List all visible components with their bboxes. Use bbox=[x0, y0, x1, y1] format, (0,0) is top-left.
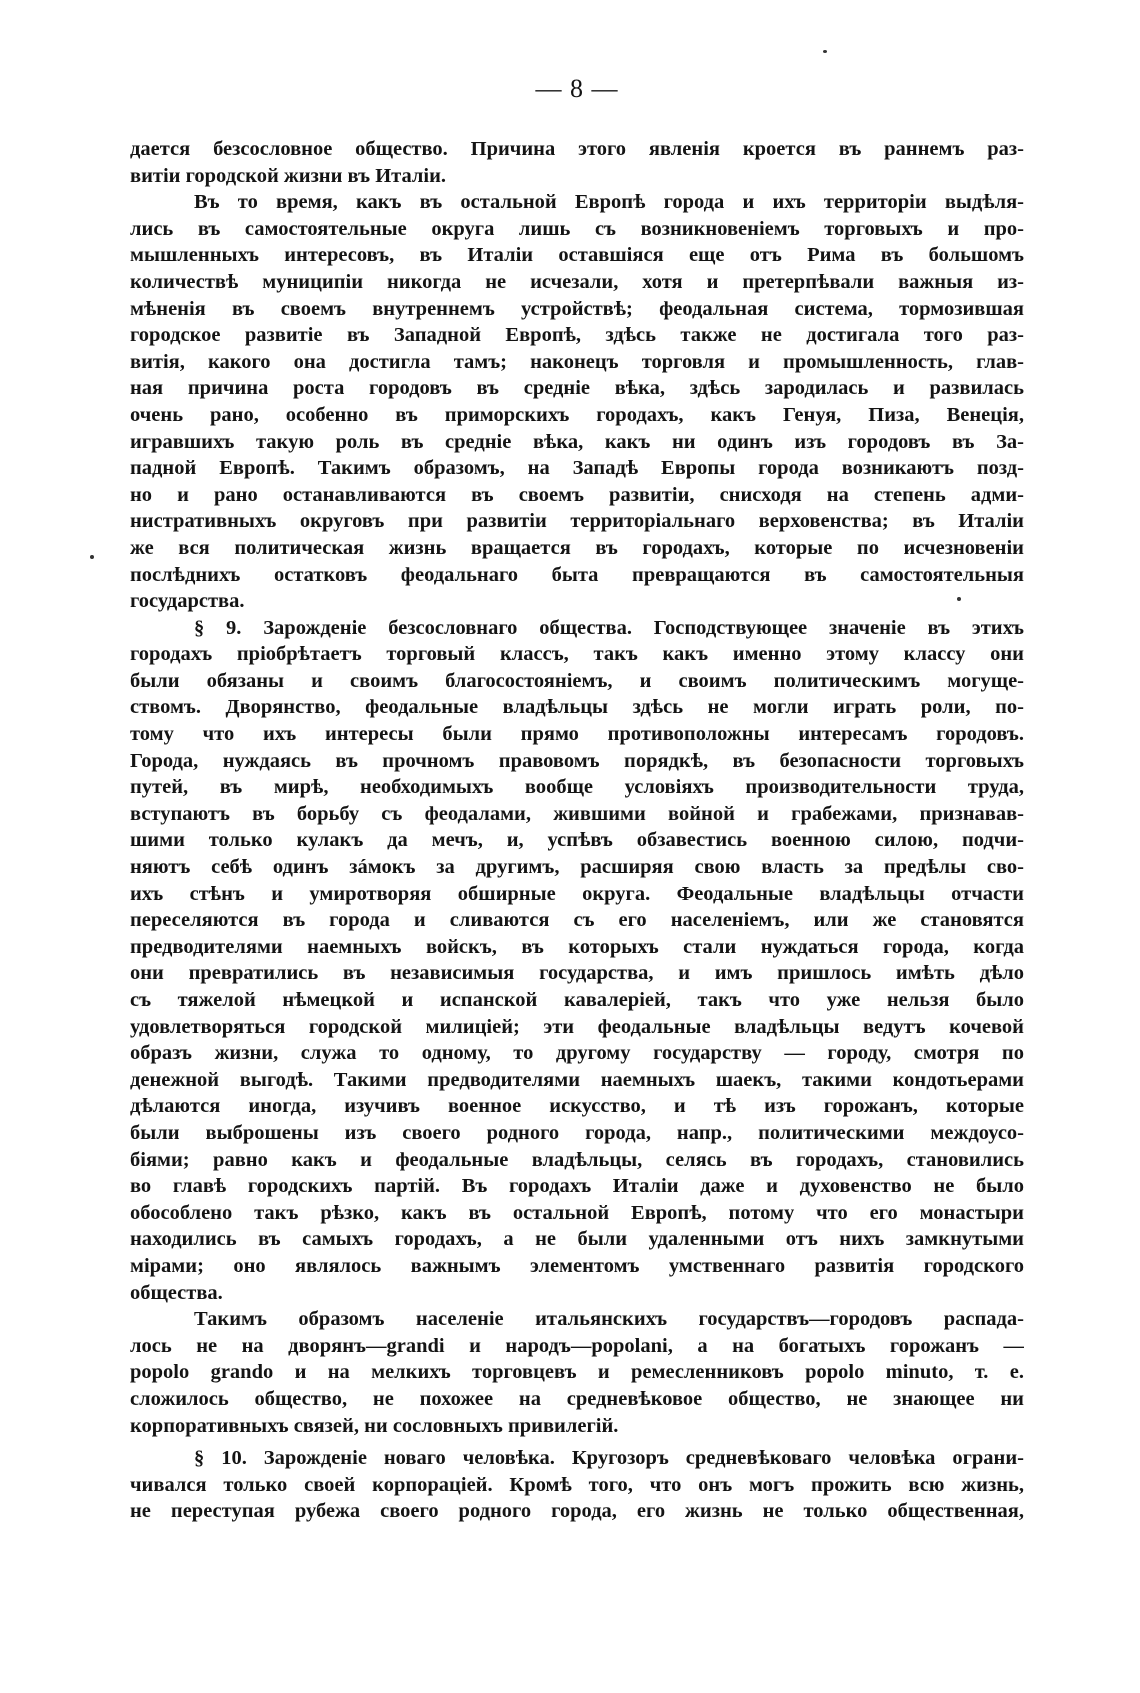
body-text bbox=[130, 136, 1024, 1525]
text-line: § 9. Зарожденіе безсословнаго общества. Господствующее значеніе въ этихъ bbox=[194, 616, 1024, 639]
text-line: путей, въ мирѣ, необходимыхъ вообще условіяхъ производительности труда, bbox=[130, 776, 1024, 799]
text-line: сложилось общество, не похожее на средневѣковое общество, не знающее ни bbox=[130, 1387, 1024, 1410]
text-line: количествѣ муниципіи никогда не исчезали, хотя и претерпѣвали важныя из- bbox=[130, 270, 1024, 293]
text-line: мірами; оно являлось важнымъ элементомъ умственнаго развитія городского bbox=[130, 1254, 1024, 1277]
text-line: во главѣ городскихъ партій. Въ городахъ Италіи даже и духовенство не было bbox=[130, 1175, 1024, 1198]
text-line: денежной выгодѣ. Такими предводителями наемныхъ шаекъ, такими кондотьерами bbox=[130, 1068, 1024, 1091]
text-line: няютъ себѣ одинъ зáмокъ за другимъ, расширяя свою власть за предѣлы сво- bbox=[130, 856, 1024, 879]
text-line: они превратились въ независимыя государства, и имъ пришлось имѣть дѣло bbox=[130, 962, 1024, 985]
print-speck bbox=[90, 555, 94, 559]
text-line: § 10. Зарожденіе новаго человѣка. Кругозоръ средневѣковаго человѣка ограни- bbox=[194, 1447, 1024, 1470]
text-line: послѣднихъ остатковъ феодальнаго быта превращаются въ самостоятельныя bbox=[130, 563, 1024, 586]
text-line: ствомъ. Дворянство, феодальные владѣльцы здѣсь не могли играть роли, по- bbox=[130, 696, 1024, 719]
text-line: удовлетворяться городской милиціей; эти феодальные владѣльцы ведутъ кочевой bbox=[130, 1015, 1024, 1038]
text-line: переселяются въ города и сливаются съ его населеніемъ, или же становятся bbox=[130, 909, 1024, 932]
text-line: образъ жизни, служа то одному, то другому государству — городу, смотря по bbox=[130, 1042, 1024, 1065]
text-line: не переступая рубежа своего родного города, его жизнь не только общественная, bbox=[130, 1500, 1024, 1523]
page-number: — 8 — bbox=[535, 74, 619, 103]
text-line: но и рано останавливаются въ своемъ развитіи, снисходя на степень адми- bbox=[130, 483, 1024, 506]
text-line: Города, нуждаясь въ прочномъ правовомъ порядкѣ, въ безопасности торговыхъ bbox=[130, 749, 1024, 772]
text-line: вступаютъ въ борьбу съ феодалами, жившими войной и грабежами, признавав- bbox=[130, 802, 1024, 825]
text-line: тому что ихъ интересы были прямо противоположны интересамъ городовъ. bbox=[130, 723, 1024, 746]
text-line: Въ то время, какъ въ остальной Европѣ города и ихъ территоріи выдѣля- bbox=[194, 191, 1024, 214]
text-line: дается безсословное общество. Причина этого явленія кроется въ раннемъ раз- bbox=[130, 138, 1024, 160]
text-line: падной Европѣ. Такимъ образомъ, на Западѣ Европы города возникаютъ позд- bbox=[130, 457, 1024, 480]
text-line: шими только кулакъ да мечъ, и, успѣвъ обзавестись военною силою, подчи- bbox=[130, 829, 1024, 852]
text-line: съ тяжелой нѣмецкой и испанской кавалеріей, такъ что уже нельзя было bbox=[130, 989, 1024, 1011]
text-line: были выброшены изъ своего родного города, напр., политическими междоусо- bbox=[130, 1121, 1024, 1144]
text-line: были обязаны и своимъ благосостояніемъ, и своимъ политическимъ могуще- bbox=[130, 669, 1024, 692]
text-line: нистративныхъ округовъ при развитіи территоріальнаго верховенства; въ Италіи bbox=[130, 510, 1024, 533]
text-line: мѣненія въ своемъ внутреннемъ устройствѣ; феодальная система, тормозившая bbox=[130, 297, 1024, 320]
print-speck bbox=[957, 597, 961, 601]
text-line: ихъ стѣнъ и умиротворяя обширные округа. Феодальные владѣльцы отчасти bbox=[130, 882, 1024, 905]
text-line: корпоративныхъ связей, ни сословныхъ привилегій. bbox=[130, 1414, 619, 1437]
text-line: обособлено такъ рѣзко, какъ въ остальной Европѣ, потому что его монастыри bbox=[130, 1201, 1024, 1224]
text-line: лись въ самостоятельные округа лишь съ возникновеніемъ торговыхъ и про- bbox=[130, 217, 1024, 240]
text-line: очень рано, особенно въ приморскихъ городахъ, какъ Генуя, Пиза, Венеція, bbox=[130, 403, 1024, 426]
print-speck bbox=[823, 50, 827, 53]
text-line: popolo grando и на мелкихъ торговцевъ и ремесленниковъ popolo minuto, т. е. bbox=[130, 1361, 1024, 1384]
document-page bbox=[130, 0, 1024, 1693]
text-line: общества. bbox=[130, 1281, 223, 1304]
text-line: городахъ пріобрѣтаетъ торговый классъ, такъ какъ именно этому классу они bbox=[130, 643, 1024, 666]
text-line: же вся политическая жизнь вращается въ городахъ, которые по исчезновеніи bbox=[130, 536, 1024, 559]
text-line: лось не на дворянъ—grandi и народъ—popolani, а на богатыхъ горожанъ — bbox=[130, 1334, 1024, 1357]
text-line: игравшихъ такую роль въ средніе вѣка, какъ ни одинъ изъ городовъ въ За- bbox=[130, 430, 1024, 453]
text-line: витія, какого она достигла тамъ; наконецъ торговля и промышленность, глав- bbox=[130, 350, 1024, 373]
text-line: находились въ самыхъ городахъ, а не были удаленными отъ нихъ замкнутыми bbox=[130, 1228, 1024, 1251]
text-line: дѣлаются иногда, изучивъ военное искусство, и тѣ изъ горожанъ, которые bbox=[130, 1095, 1024, 1118]
text-line: Такимъ образомъ населеніе итальянскихъ государствъ—городовъ распада- bbox=[194, 1308, 1024, 1331]
text-line: біями; равно какъ и феодальные владѣльцы, селясь въ городахъ, становились bbox=[130, 1148, 1024, 1171]
text-line: городское развитіе въ Западной Европѣ, здѣсь также не достигала того раз- bbox=[130, 324, 1024, 347]
text-line: мышленныхъ интересовъ, въ Италіи оставшіяся еще отъ Рима въ большомъ bbox=[130, 244, 1024, 267]
text-line: предводителями наемныхъ войскъ, въ которыхъ стали нуждаться города, когда bbox=[130, 935, 1024, 958]
text-line: чивался только своей корпораціей. Кромѣ того, что онъ могъ прожить всю жизнь, bbox=[130, 1473, 1024, 1496]
text-line: ная причина роста городовъ въ средніе вѣка, здѣсь зародилась и развилась bbox=[130, 377, 1024, 400]
text-line: витіи городской жизни въ Италіи. bbox=[130, 164, 447, 187]
text-line: государства. bbox=[130, 590, 245, 613]
